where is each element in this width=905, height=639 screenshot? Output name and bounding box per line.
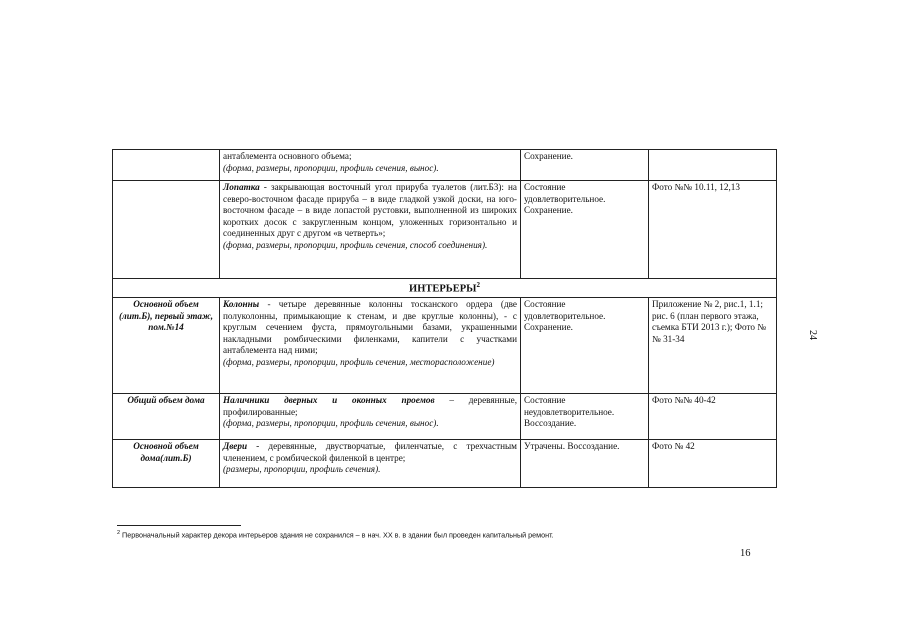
description-cell xyxy=(220,440,521,488)
state-cell: Состояние удовлетворительное. Сохранение. xyxy=(521,181,649,279)
description-note: (форма, размеры, пропорции, профиль сечения, способ соединения). xyxy=(223,239,488,250)
footnote-mark: 2 xyxy=(117,530,121,536)
table-row xyxy=(113,150,777,181)
page-number: 16 xyxy=(740,548,751,559)
state-cell: Состояние неудовлетворительное. Воссоздание. xyxy=(521,394,649,440)
element-title: Двери - xyxy=(223,441,260,452)
state-cell: Утрачены. Воссоздание. xyxy=(521,440,649,488)
object-cell: Основной объем (лит.Б), первый этаж, пом.№14 xyxy=(113,298,220,394)
state-cell: Состояние удовлетворительное. Сохранение. xyxy=(521,298,649,394)
side-page-number: 24 xyxy=(807,330,818,340)
description-cell xyxy=(220,394,521,440)
object-cell xyxy=(113,181,220,279)
description-text: - четыре деревянные колонны тосканского ордера (две полуколонны, примыкающие к стенам, и две круглые колонны), - с круглым сечением фуста, прямоугольными базами, украшенными накладными ромбическими филенками, капители с участками антаблемента над ними; xyxy=(223,299,517,356)
description-cell xyxy=(220,150,521,181)
section-header-row xyxy=(113,279,777,298)
table-row xyxy=(113,181,777,279)
photo-cell: Фото №№ 40-42 xyxy=(649,394,777,440)
photo-cell: Фото №№ 10.11, 12,13 xyxy=(649,181,777,279)
photo-cell: Фото № 42 xyxy=(649,440,777,488)
description-note: (форма, размеры, пропорции, профиль сечения, вынос). xyxy=(223,162,439,173)
section-title xyxy=(113,279,777,298)
description-note: (форма, размеры, пропорции, профиль сечения, вынос). xyxy=(223,418,439,429)
description-note: (размеры, пропорции, профиль сечения). xyxy=(223,464,381,475)
photo-cell: Приложение № 2, рис.1, 1.1; рис. 6 (план первого этажа, съемка БТИ 2013 г.); Фото №№ 31-34 xyxy=(649,298,777,394)
element-title: Наличники дверных и оконных проемов xyxy=(223,395,435,406)
element-title: Колонны xyxy=(223,299,260,310)
description-cell xyxy=(220,298,521,394)
footnote-divider xyxy=(117,525,241,526)
table-row xyxy=(113,394,777,440)
state-cell: Сохранение. xyxy=(521,150,649,181)
footnote-text: Первоначальный характер декора интерьеров здания не сохранился – в нач. XX в. в здании был проведен капитальный ремонт. xyxy=(120,530,554,540)
object-cell: Общий объем дома xyxy=(113,394,220,440)
table-row xyxy=(113,298,777,394)
photo-cell xyxy=(649,150,777,181)
object-cell: Основной объем дома(лит.Б) xyxy=(113,440,220,488)
objects-table xyxy=(112,149,777,488)
description-cell xyxy=(220,181,521,279)
object-cell xyxy=(113,150,220,181)
element-title: Лопатка - xyxy=(223,182,267,192)
description-text: закрывающая восточный угол прируба туалетов (лит.Б3): на северо-восточном фасаде прируба – в виде гладкой узкой доски, на юго-восточном фасаде – в виде лопастой рустовки, выполненной из широких коротких досок с закругленным концом, уложенных горизонтально и соединенных друг с другом «в четверть»; xyxy=(223,182,518,239)
description-text: антаблемента основного объема; xyxy=(223,151,352,161)
description-text: – деревянные, профилированные; xyxy=(223,395,517,417)
description-text: деревянные, двустворчатые, филенчатые, с трехчастным членением, с ромбической филенкой в центре; xyxy=(223,441,517,463)
description-note: (форма, размеры, пропорции, профиль сечения, месторасположение) xyxy=(223,357,495,368)
section-title-text: ИНТЕРЬЕРЫ xyxy=(409,283,477,295)
footnote xyxy=(117,530,777,539)
table-row xyxy=(113,440,777,488)
footnote-marker: 2 xyxy=(476,281,480,289)
